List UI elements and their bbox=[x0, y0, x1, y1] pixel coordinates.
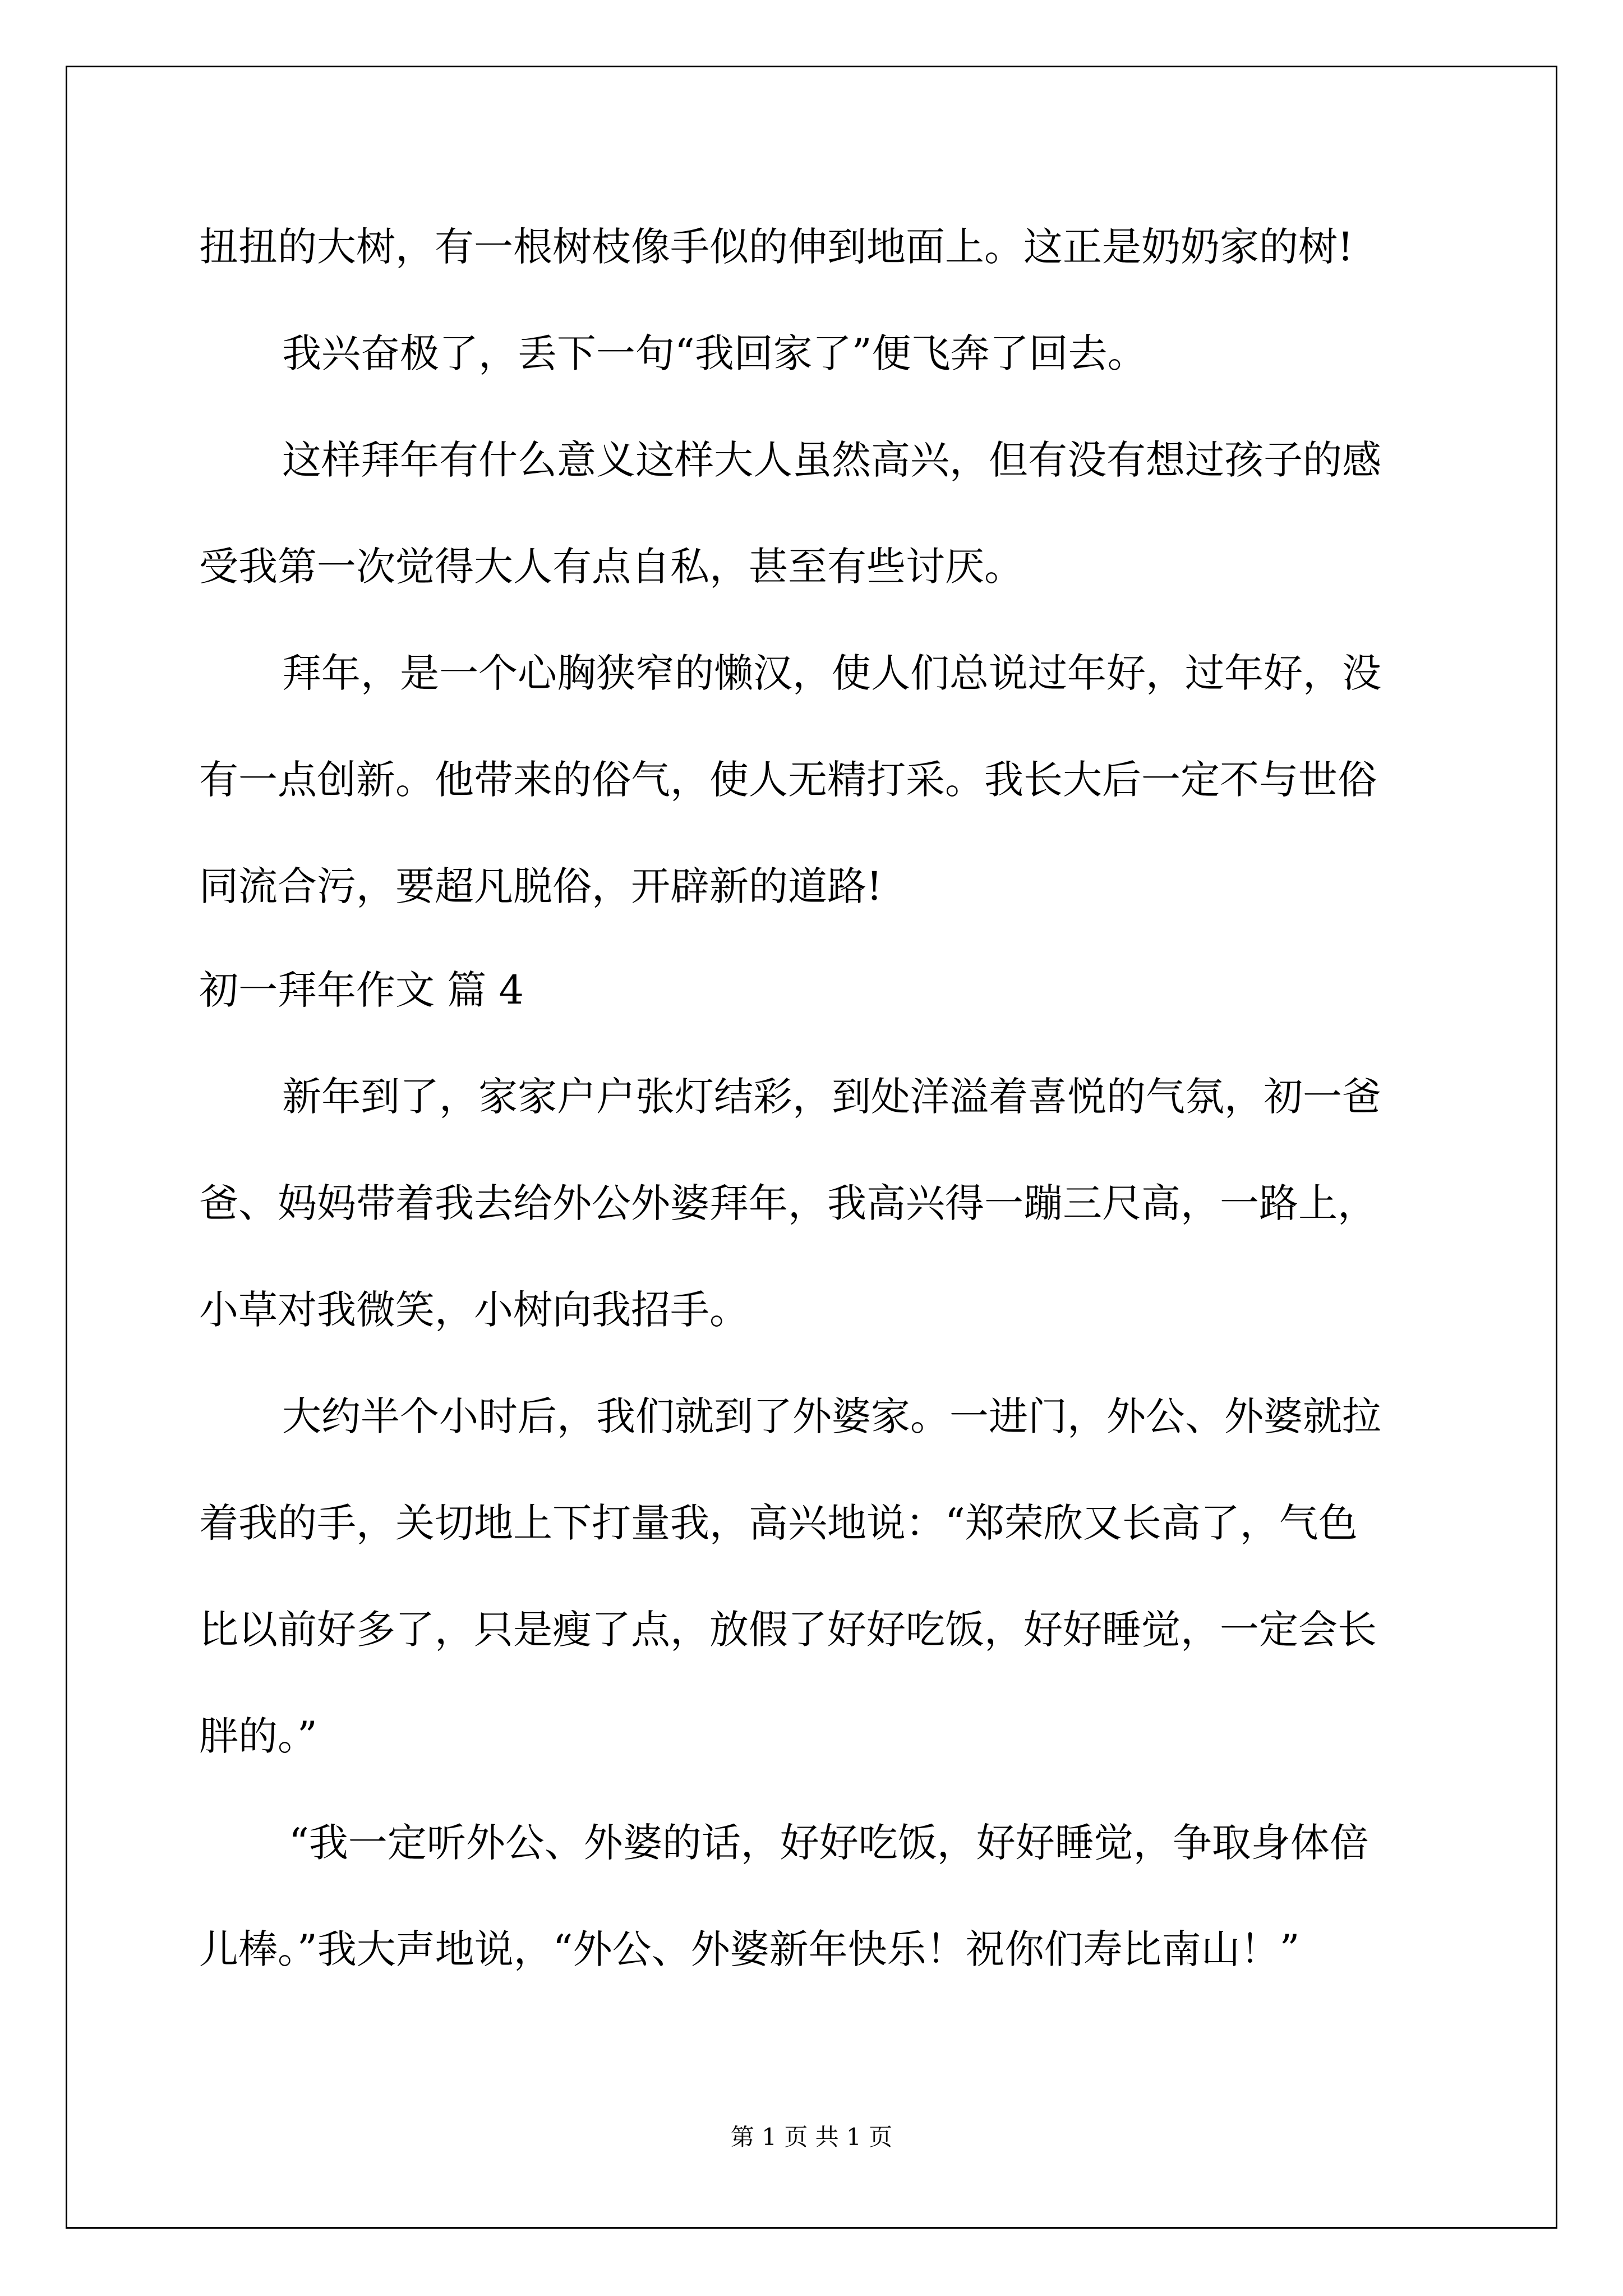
text-line: 大约半个小时后，我们就到了外婆家。一进门，外公、外婆就拉 bbox=[282, 1393, 1381, 1439]
text-line: 扭扭的大树，有一根树枝像手似的伸到地面上。这正是奶奶家的树! bbox=[199, 224, 1354, 270]
text-line: 儿棒。”我大声地说，“外公、外婆新年快乐！祝你们寿比南山！” bbox=[199, 1926, 1300, 1972]
text-line: 受我第一次觉得大人有点自私，甚至有些讨厌。 bbox=[199, 544, 1023, 590]
page-border bbox=[66, 66, 1557, 2229]
page-footer: 第 1 页 共 1 页 bbox=[730, 2123, 893, 2151]
text-line: 比以前好多了，只是瘦了点，放假了好好吃饭，好好睡觉，一定会长 bbox=[199, 1607, 1377, 1653]
text-line: 小草对我微笑，小树向我招手。 bbox=[199, 1287, 749, 1333]
text-line: 胖的。” bbox=[199, 1713, 317, 1759]
text-line: 新年到了，家家户户张灯结彩，到处洋溢着喜悦的气氛，初一爸 bbox=[282, 1074, 1381, 1120]
section-heading: 初一拜年作文 篇 4 bbox=[199, 967, 524, 1013]
text-line: 有一点创新。他带来的俗气，使人无精打采。我长大后一定不与世俗 bbox=[199, 757, 1377, 803]
text-line: 拜年，是一个心胸狭窄的懒汉，使人们总说过年好，过年好，没 bbox=[282, 650, 1381, 696]
text-line: “我一定听外公、外婆的话，好好吃饭，好好睡觉，争取身体倍 bbox=[289, 1820, 1369, 1866]
text-line: 这样拜年有什么意义这样大人虽然高兴，但有没有想过孩子的感 bbox=[282, 437, 1381, 483]
text-line: 同流合污，要超凡脱俗，开辟新的道路! bbox=[199, 863, 883, 909]
text-line: 我兴奋极了，丢下一句“我回家了”便飞奔了回去。 bbox=[282, 330, 1147, 376]
text-line: 着我的手，关切地上下打量我，高兴地说：“郑荣欣又长高了，气色 bbox=[199, 1500, 1358, 1546]
text-line: 爸、妈妈带着我去给外公外婆拜年，我高兴得一蹦三尺高，一路上， bbox=[199, 1180, 1377, 1226]
